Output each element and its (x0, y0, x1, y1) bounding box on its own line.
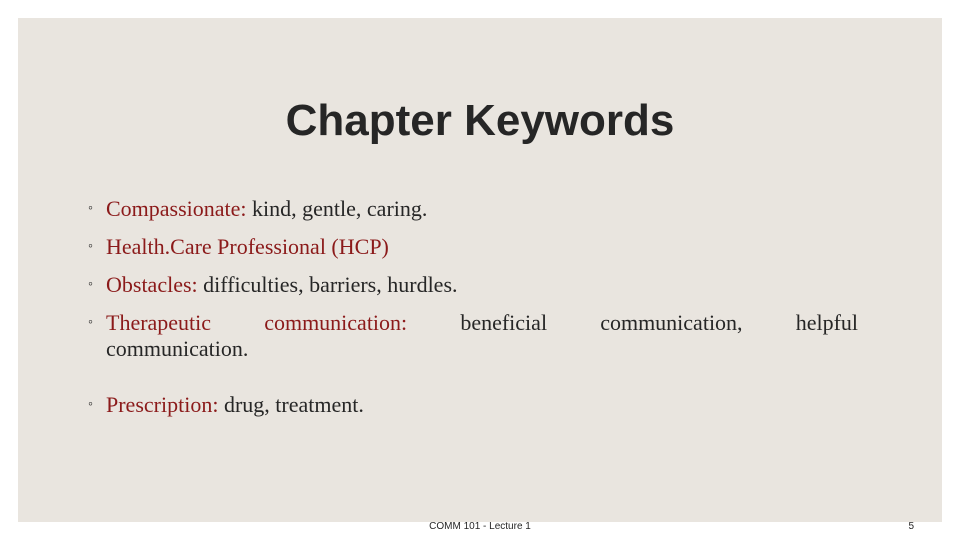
bullet-icon: ◦ (88, 277, 93, 292)
list-item (88, 392, 888, 418)
bullet-icon: ◦ (88, 397, 93, 412)
bullet-icon: ◦ (88, 201, 93, 216)
keyword-term: Compassionate: (106, 196, 247, 221)
list-item (88, 310, 888, 362)
keyword-term: Therapeutic communication: (106, 310, 408, 335)
keyword-definition: drug, treatment. (218, 392, 364, 417)
list-item (88, 234, 888, 260)
list-item (88, 196, 888, 222)
keyword-list (88, 196, 888, 430)
justified-line (106, 310, 858, 336)
slide (18, 18, 942, 532)
keyword-term: Health.Care Professional (HCP) (106, 234, 389, 259)
keyword-term: Prescription: (106, 392, 219, 417)
list-spacer (88, 374, 888, 380)
page-number: 5 (908, 521, 914, 532)
keyword-definition: difficulties, barriers, hurdles. (197, 272, 458, 297)
footer-text: COMM 101 - Lecture 1 (429, 521, 531, 532)
list-item (88, 272, 888, 298)
keyword-term: Obstacles: (106, 272, 198, 297)
keyword-definition: kind, gentle, caring. (246, 196, 428, 221)
keyword-definition: beneficial communication, helpful (460, 310, 859, 335)
bullet-icon: ◦ (88, 315, 93, 330)
keyword-definition-continued: communication. (106, 336, 249, 361)
slide-title: Chapter Keywords (285, 96, 675, 145)
bullet-icon: ◦ (88, 239, 93, 254)
